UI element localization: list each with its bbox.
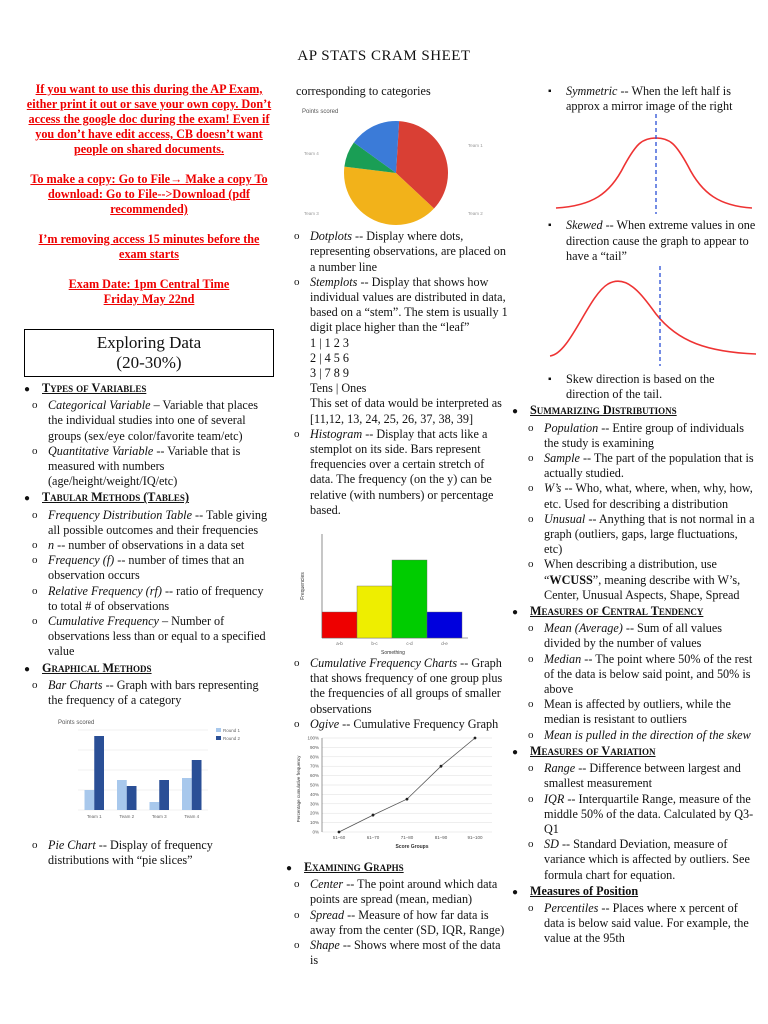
data-point: [406, 798, 409, 801]
wcuss-acronym: WCUSS: [549, 572, 593, 587]
y-tick-label: 80%: [309, 754, 319, 760]
list-item: o Median -- The point where 50% of the rest of the data is below said point, and 50% is above: [520, 652, 758, 698]
bar: [182, 778, 192, 810]
histogram-bar: [392, 560, 427, 638]
x-axis-label: Score Groups: [395, 844, 429, 851]
central-list: [520, 621, 758, 743]
data-point: [474, 737, 477, 740]
notice-download: To make a copy: Go to File→ Make a copy To download: Go to File-->Download (pdf recommended): [30, 172, 268, 216]
central-tendency-heading: ● Measures of Central Tendency: [512, 604, 704, 619]
pie-label: Team 2: [468, 211, 483, 217]
column-middle: [286, 84, 508, 969]
data-point: [338, 831, 341, 834]
column-right: [512, 84, 758, 947]
bar: [150, 802, 160, 810]
position-list: [520, 901, 758, 947]
summarizing-list: [520, 421, 758, 603]
types-list: [24, 398, 274, 489]
y-tick-label: 50%: [309, 782, 319, 788]
x-tick-label: c-d: [406, 641, 413, 647]
symmetric-item: [542, 84, 758, 114]
chart-title: Points scored: [58, 720, 95, 727]
y-axis-label: Frequencies: [300, 572, 306, 600]
x-tick-label: a-b: [336, 641, 343, 647]
y-tick-label: 60%: [309, 773, 319, 779]
list-item: o n -- number of observations in a data set: [24, 538, 274, 553]
list-item: o Mean is pulled in the direction of the skew: [520, 728, 758, 743]
list-item: o Population -- Entire group of individuals the study is examining: [520, 421, 758, 451]
list-item: o Frequency Distribution Table -- Table giving all possible outcomes and their frequencies: [24, 508, 274, 538]
list-item: o Mean is affected by outliers, while the median is resistant to outliers: [520, 697, 758, 727]
legend-label: Round 1: [223, 728, 241, 734]
variation-heading: ● Measures of Variation: [512, 743, 656, 758]
page-title: AP STATS CRAM SHEET: [297, 48, 471, 64]
x-tick-label: b-c: [371, 641, 378, 647]
list-item: o When describing a distribution, use “WCUSS”, meaning describe with W’s, Center, Unusual Aspects, Shape, Spread: [520, 557, 758, 603]
tabular-list: [24, 508, 274, 660]
list-item: ▪ Skewed -- When extreme values in one direction cause the graph to appear to have a “tail”: [542, 218, 758, 264]
y-tick-label: 30%: [309, 801, 319, 807]
list-item: o SD -- Standard Deviation, measure of variance which is affected by outliers. See formula chart for equation.: [520, 837, 758, 883]
list-item: o IQR -- Interquartile Range, measure of the middle 50% of the data. Calculated by Q3-Q1: [520, 792, 758, 838]
bar: [127, 786, 137, 810]
list-item: o Cumulative Frequency Charts -- Graph that shows frequency of one group plus the frequencies of all groups of smaller observations: [286, 656, 508, 717]
list-item: o Range -- Difference between largest and smallest measurement: [520, 761, 758, 791]
pie-chart: [296, 103, 496, 229]
y-tick-label: 100%: [307, 735, 319, 741]
list-item: o Unusual -- Anything that is not normal in a graph (outliers, gaps, large fluctuations, etc): [520, 512, 758, 558]
graphical-list: [24, 678, 274, 708]
list-item: o Relative Frequency (rf) -- ratio of frequency to total # of observations: [24, 584, 274, 614]
bar: [85, 790, 95, 810]
types-heading: ● Types of Variables: [24, 381, 147, 395]
x-tick-label: d-e: [441, 641, 448, 647]
x-tick-label: 61–70: [366, 835, 380, 841]
y-tick-label: 10%: [309, 820, 319, 826]
tabular-heading: ● Tabular Methods (Tables): [24, 490, 190, 505]
column-left: [24, 82, 274, 869]
histogram-bar: [357, 586, 392, 638]
y-tick-label: 40%: [309, 791, 319, 797]
x-tick-label: 81–90: [434, 835, 448, 841]
exam-notice: [24, 82, 274, 307]
symmetric-curve: [552, 114, 752, 214]
x-tick-label: Team 2: [119, 814, 135, 820]
bar: [192, 760, 202, 810]
stemplot-row: 3 | 7 8 9: [310, 366, 350, 381]
y-tick-label: 20%: [309, 810, 319, 816]
list-item: o Spread -- Measure of how far data is away from the center (SD, IQR, Range): [286, 908, 508, 938]
notice-exam-date: Exam Date: 1pm Central Time: [68, 277, 230, 291]
list-item: o Sample -- The part of the population that is actually studied.: [520, 451, 758, 481]
histogram-bar: [427, 612, 462, 638]
data-point: [440, 765, 443, 768]
ogive-chart: [292, 734, 502, 850]
x-tick-label: Team 3: [151, 814, 167, 820]
chart-title: Points scored: [302, 109, 339, 116]
list-item: o W’s -- Who, what, where, when, why, how, etc. Used for describing a distribution: [520, 481, 758, 511]
section-box: [24, 329, 274, 377]
notice-exam-day: Friday May 22nd: [103, 292, 195, 306]
pie-label: Team 1: [468, 143, 483, 149]
grouped-bar-chart: [54, 714, 244, 832]
display-list: [286, 229, 508, 335]
list-item: o Histogram -- Display that acts like a stemplot on its side. Bars represent frequencies over a certain stretch of data. The frequency (on the y) can be relative (with numbers) or percentage based.: [286, 427, 508, 518]
pie-label: Team 3: [304, 211, 319, 217]
x-tick-label: 51–60: [332, 835, 346, 841]
skewed-item: [542, 218, 758, 264]
list-item: o Pie Chart -- Display of frequency distributions with “pie slices”: [24, 838, 274, 868]
bar: [117, 780, 127, 810]
examining-list: [286, 877, 508, 968]
x-tick-label: 91–100: [467, 835, 483, 841]
notice-copy: If you want to use this during the AP Exam, either print it out or save your own copy. Don’t access the google doc during the exam! Even if you don’t have edit access, CB doesn’t want people on shared documents.: [26, 82, 272, 156]
stemplot-note: This set of data would be interpreted as [11,12, 13, 24, 25, 26, 37, 38, 39]: [310, 396, 502, 426]
data-point: [372, 814, 375, 817]
stemplot-row: 1 | 1 2 3: [310, 335, 350, 350]
stemplot-key: Tens | Ones: [310, 381, 367, 396]
bar: [159, 780, 169, 810]
list-item: o Cumulative Frequency – Number of observations less than or equal to a specified value: [24, 614, 274, 660]
x-tick-label: Team 1: [86, 814, 102, 820]
legend-swatch: [216, 728, 221, 732]
pie-item: [24, 838, 274, 868]
stemplot-row: 2 | 4 5 6: [310, 350, 350, 365]
variation-list: [520, 761, 758, 883]
list-item: ▪ Symmetric -- When the left half is approx a mirror image of the right: [542, 84, 758, 114]
list-item: o Quantitative Variable -- Variable that is measured with numbers (age/height/weight/IQ/etc): [24, 444, 274, 490]
list-item: o Mean (Average) -- Sum of all values divided by the number of values: [520, 621, 758, 651]
list-item: o Categorical Variable – Variable that places the individual studies into one of several groups (sex/eye color/favorite team/etc): [24, 398, 274, 444]
notice-access: I’m removing access 15 minutes before the exam starts: [38, 232, 260, 261]
skewed-curve: [548, 266, 758, 366]
histogram-item: [286, 427, 508, 518]
y-tick-label: 0%: [312, 829, 319, 835]
section-weight: (20-30%): [116, 353, 182, 372]
summarizing-heading: ● Summarizing Distributions: [512, 403, 677, 418]
list-item: o Percentiles -- Places where x percent of data is below said value. For example, the value at the 95th: [520, 901, 758, 947]
list-item: o Dotplots -- Display where dots, representing observations, are placed on a number line: [286, 229, 508, 275]
list-item: o Frequency (f) -- number of times that an observation occurs: [24, 553, 274, 583]
examining-heading: ● Examining Graphs: [286, 860, 404, 875]
cumulative-list: [286, 656, 508, 732]
graphical-heading: ● Graphical Methods: [24, 660, 152, 675]
pie-label: Team 4: [304, 151, 319, 157]
section-title: Exploring Data: [96, 333, 202, 352]
y-tick-label: 70%: [309, 763, 319, 769]
list-item: ▪ Skew direction is based on the direction of the tail.: [542, 372, 758, 402]
list-item: o Shape -- Shows where most of the data is: [286, 938, 508, 968]
continuation-text: corresponding to categories: [296, 84, 431, 98]
bar: [94, 736, 104, 810]
list-item: o Ogive -- Cumulative Frequency Graph: [286, 717, 508, 732]
position-heading: ● Measures of Position: [512, 883, 639, 898]
x-axis-label: Something: [381, 650, 405, 657]
y-tick-label: 90%: [309, 744, 319, 750]
skew-note-item: [542, 372, 758, 402]
list-item: o Stemplots -- Display that shows how individual values are distributed in data, based on a “stem”. The stem is usually 1 digit place higher than the “leaf”: [286, 275, 508, 336]
list-item: o Bar Charts -- Graph with bars representing the frequency of a category: [24, 678, 274, 708]
x-tick-label: Team 4: [184, 814, 200, 820]
histogram-bar: [322, 612, 357, 638]
x-tick-label: 71–80: [400, 835, 414, 841]
list-item: o Center -- The point around which data points are spread (mean, median): [286, 877, 508, 907]
histogram: [296, 524, 496, 656]
legend-label: Round 2: [223, 736, 241, 742]
legend-swatch: [216, 736, 221, 740]
y-axis-label: Percentage cumulative frequency: [296, 755, 301, 823]
